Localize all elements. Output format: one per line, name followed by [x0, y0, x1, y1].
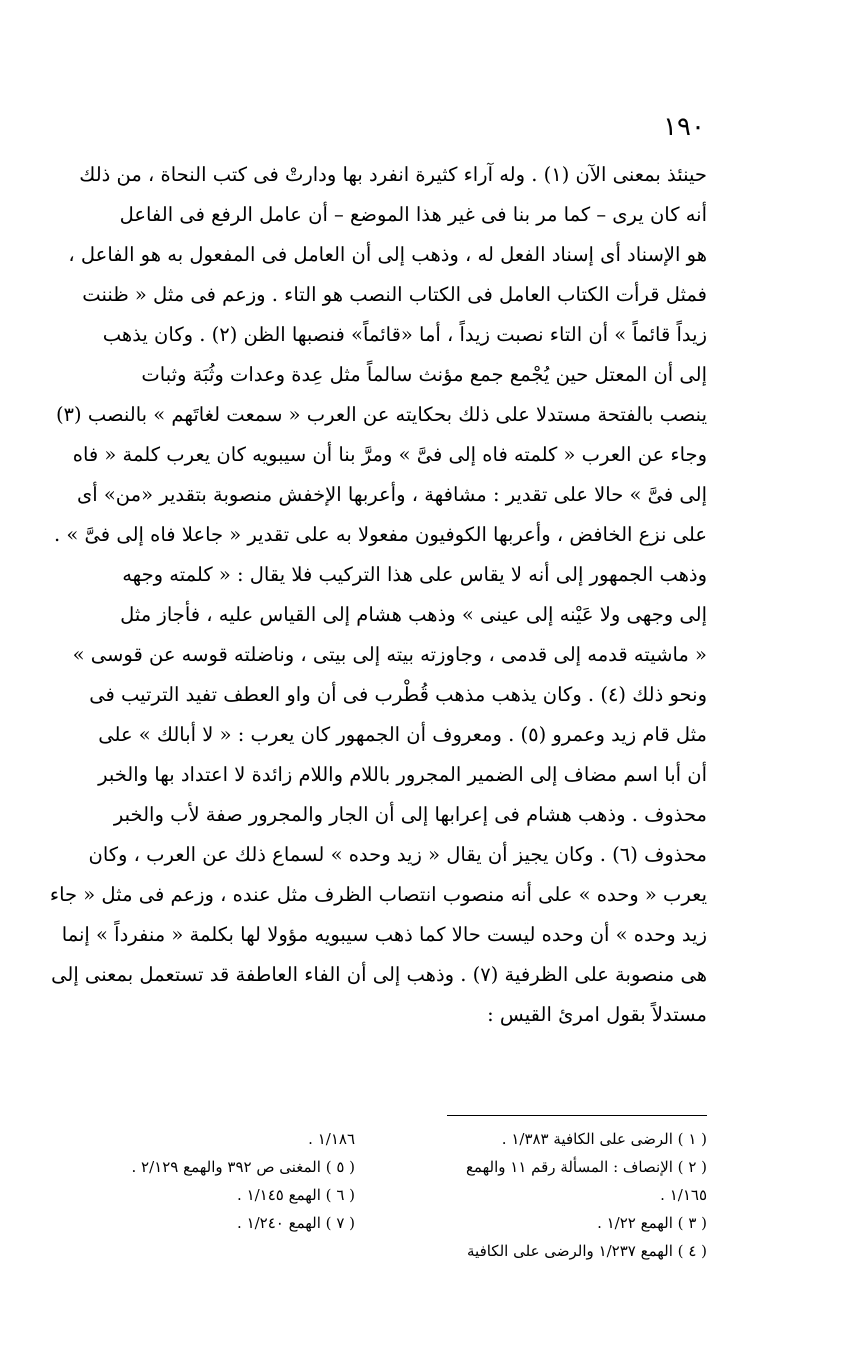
body-line: هو الإسناد أى إسناد الفعل له ، وذهب إلى أن العامل فى المفعول به هو الفاعل ، — [68, 243, 707, 266]
footnote: ( ٥ ) المغنى ص ٣٩٢ والهمع ٢/١٢٩ . — [131, 1158, 355, 1176]
body-line: ينصب بالفتحة مستدلا على ذلك بحكايته عن العرب « سمعت لغاتَهم » بالنصب (٣) — [55, 403, 707, 426]
body-line: أنه كان يرى – كما مر بنا فى غير هذا الموضع – أن عامل الرفع فى الفاعل — [119, 203, 707, 226]
body-line: إلى أن المعتل حين يُجْمع جمع مؤنث سالماً مثل عِدة وعدات وثُبَة وثبات — [141, 363, 707, 386]
footnotes-right-column — [417, 1125, 707, 1265]
body-line: أن أبا اسم مضاف إلى الضمير المجرور باللام واللام زائدة لا اعتداد بها والخبر — [98, 763, 707, 786]
footnote: ( ٢ ) الإنصاف : المسألة رقم ١١ والهمع — [465, 1158, 707, 1176]
footnote: ( ٧ ) الهمع ١/٢٤٠ . — [237, 1214, 355, 1232]
body-line: إلى وجهى ولا عَيْنه إلى عينى » وذهب هشام إلى القياس عليه ، فأجاز مثل — [120, 603, 707, 626]
footnotes-left-column — [55, 1125, 355, 1237]
body-line: زيد وحده » أن وحده ليست حالا كما ذهب سيبويه مؤولا لها بكلمة « منفرداً » إنما — [61, 923, 707, 946]
footnote: ١/١٨٦ . — [308, 1130, 355, 1148]
body-line: ونحو ذلك (٤) . وكان يذهب مذهب قُطْرب فى أن واو العطف تفيد الترتيب فى — [89, 683, 707, 706]
body-line: « ماشيته قدمه إلى قدمى ، وجاوزته بيته إلى بيتى ، وناضلته قوسه عن قوسى » — [72, 643, 707, 666]
body-line: هى منصوبة على الظرفية (٧) . وذهب إلى أن الفاء العاطفة قد تستعمل بمعنى إلى — [51, 963, 707, 986]
body-line: وذهب الجمهور إلى أنه لا يقاس على هذا التركيب فلا يقال : « كلمته وجهه — [122, 563, 707, 586]
footnote: ( ٤ ) الهمع ١/٢٣٧ والرضى على الكافية — [467, 1242, 707, 1260]
body-line: يعرب « وحده » على أنه منصوب انتصاب الظرف مثل عنده ، وزعم فى مثل « جاء — [49, 883, 707, 906]
footnote: ( ٦ ) الهمع ١/١٤٥ . — [237, 1186, 355, 1204]
body-line: مستدلاً بقول امرئ القيس : — [487, 1003, 707, 1026]
page-number: ١٩٠ — [663, 112, 705, 142]
body-line: على نزع الخافض ، وأعربها الكوفيون مفعولا به على تقدير « جاعلا فاه إلى فىَّ » . — [54, 523, 707, 546]
body-line: إلى فىَّ » حالا على تقدير : مشافهة ، وأعربها الإخفش منصوبة بتقدير «من» أى — [76, 483, 707, 506]
body-line: محذوف . وذهب هشام فى إعرابها إلى أن الجار والمجرور صفة لأب والخبر — [113, 803, 707, 826]
footnote: ( ٣ ) الهمع ١/٢٢ . — [597, 1214, 707, 1232]
body-line: وجاء عن العرب « كلمته فاه إلى فىَّ » ومرَّ بنا أن سيبويه كان يعرب كلمة « فاه — [72, 443, 707, 466]
body-line: زيداً قائماً » أن التاء نصبت زيداً ، أما «قائماً» فنصبها الظن (٢) . وكان يذهب — [102, 323, 707, 346]
body-line: حينئذ بمعنى الآن (١) . وله آراء كثيرة انفرد بها ودارتْ فى كتب النحاة ، من ذلك — [79, 163, 707, 186]
body-line: مثل قام زيد وعمرو (٥) . ومعروف أن الجمهور كان يعرب : « لا أبالك » على — [98, 723, 707, 746]
body-text — [49, 155, 707, 1035]
body-line: محذوف (٦) . وكان يجيز أن يقال « زيد وحده » لسماع ذلك عن العرب ، وكان — [88, 843, 707, 866]
footnote: ١/١٦٥ . — [660, 1186, 707, 1204]
footnote: ( ١ ) الرضى على الكافية ١/٣٨٣ . — [501, 1130, 707, 1148]
body-line: فمثل قرأت الكتاب العامل فى الكتاب النصب هو التاء . وزعم فى مثل « ظننت — [82, 283, 707, 306]
footnote-divider — [447, 1115, 707, 1116]
